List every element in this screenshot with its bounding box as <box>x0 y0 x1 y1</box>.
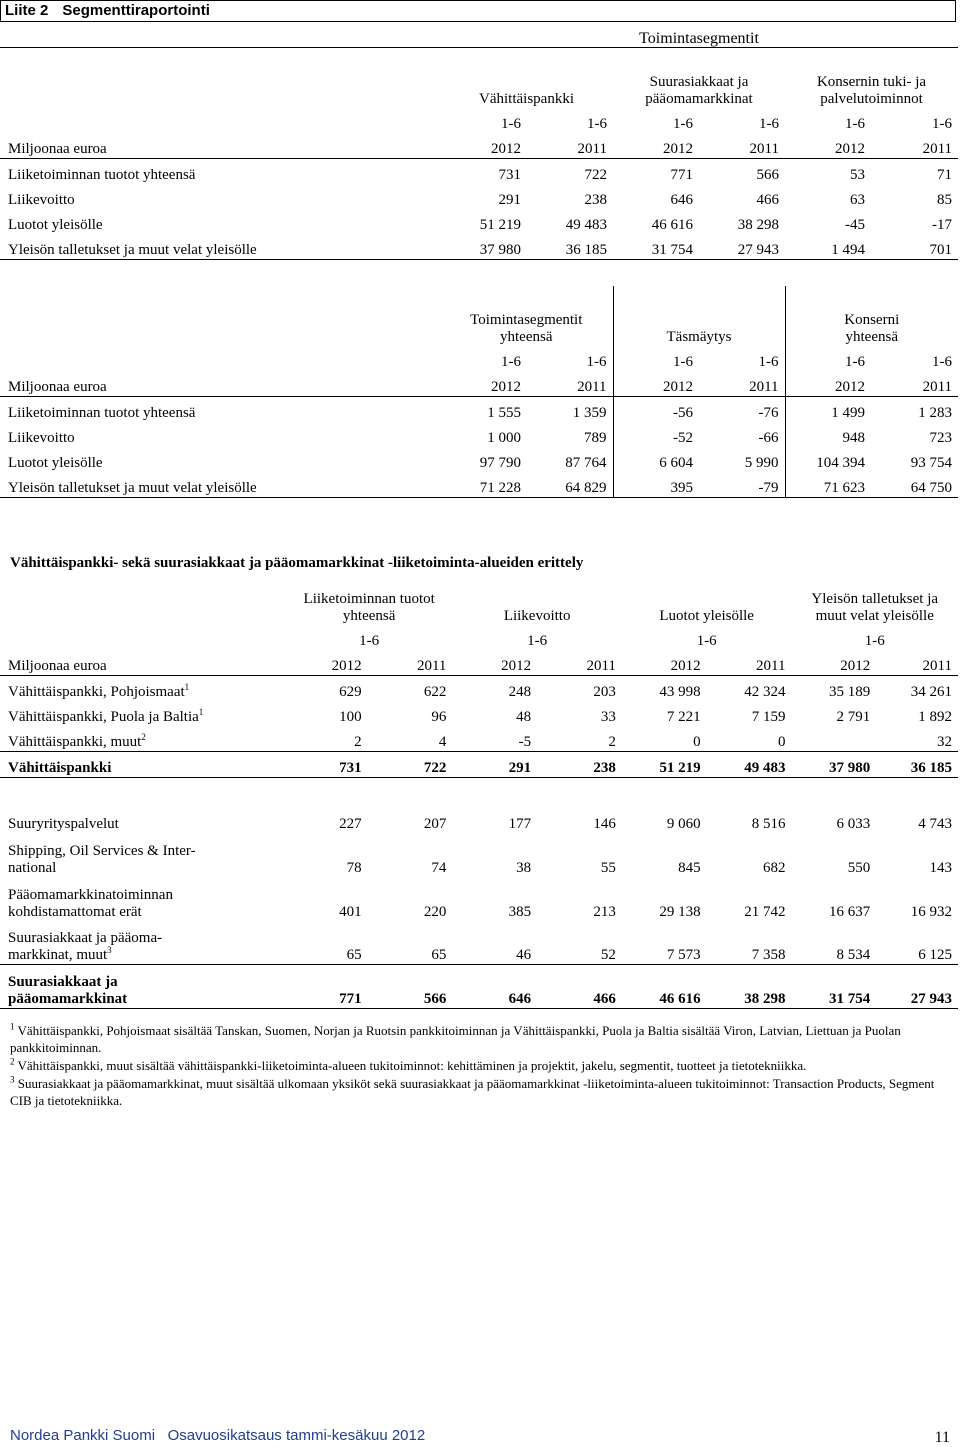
col-header-wholesale: Suurasiakkaat ja pääomamarkkinat <box>645 73 753 107</box>
footnote: $^1$ Vähittäispankki, Pohjoismaat sisältää Tanskan, Suomen, Norjan ja Ruotsin pankkitoiminnan ja Vähittäispankki, Puola ja Baltia sisältää Viron, Latvian, Liettuan ja Puolan pankkitoiminnan. <box>10 1021 901 1055</box>
table-row: Yleisön talletukset ja muut velat yleisölle 37 980 36 185 31 754 27 943 1 494 701 <box>0 234 958 260</box>
row-label: Liiketoiminnan tuotot yhteensä <box>8 405 196 421</box>
segment-table-1 <box>0 22 958 260</box>
row-label: Suurasiakkaat ja pääoma- markkinat, muut$^3$ <box>0 921 286 965</box>
row-label: Suurasiakkaat ja pääomamarkkinat <box>0 965 286 1009</box>
table-row: Yleisön talletukset ja muut velat yleisölle 71 228 64 829 395 -79 71 623 64 750 <box>0 472 958 498</box>
table-row: Liikevoitto 1 000 789 -52 -66 948 723 <box>0 422 958 447</box>
col-header-loans: Luotot yleisölle <box>659 608 754 624</box>
row-label: Yleisön talletukset ja muut velat yleisölle <box>0 234 440 260</box>
table-row: Vähittäispankki, Pohjoismaat$^1$ 629 622 248 203 43 998 42 324 35 189 34 261 <box>0 676 958 702</box>
page-number: 11 <box>934 1429 950 1446</box>
total-row-retail: Vähittäispankki 731 722 291 238 51 219 49 483 37 980 36 185 <box>0 752 958 778</box>
spacer-row <box>0 778 958 808</box>
table-row: Vähittäispankki, Puola ja Baltia$^1$ 100 96 48 33 7 221 7 159 2 791 1 892 <box>0 701 958 726</box>
segment-table-2 <box>0 286 958 498</box>
period-row: 1-6 1-6 1-6 1-6 1-6 1-6 <box>501 115 953 132</box>
row-label: Liikevoitto <box>8 191 75 208</box>
period-row: 1-6 1-6 1-6 1-6 <box>359 633 885 649</box>
table-row: Pääomamarkkinatoiminnan kohdistamattomat erät 401 220 385 213 29 138 21 742 16 637 16 932 <box>0 877 958 921</box>
row-label: Suuryrityspalvelut <box>8 815 119 832</box>
footnote: $^3$ Suurasiakkaat ja pääomamarkkinat, muut sisältää ulkomaan yksiköt sekä suurasiakkaat ja pääomamarkkinat -liiketoiminta-alueen tukitoiminnot: Transaction Products, Segment CIB ja tietotekniikka. <box>10 1074 935 1108</box>
year-row: Miljoonaa euroa 2012 2011 2012 2011 2012 2011 <box>0 371 958 397</box>
table-row: Liiketoiminnan tuotot yhteensä 1 555 1 359 -56 -76 1 499 1 283 <box>0 397 958 423</box>
period-row: 1-6 1-6 1-6 1-6 1-6 1-6 <box>0 346 958 371</box>
col-header-retail: Vähittäispankki <box>479 90 574 107</box>
row-label: Vähittäispankki, muut$^2$ <box>0 726 286 752</box>
table-row: Liiketoiminnan tuotot yhteensä 731 722 771 566 53 71 <box>0 158 958 184</box>
table-row: Liikevoitto 291 238 646 466 63 85 <box>0 184 958 209</box>
table-row: Luotot yleisölle 51 219 49 483 46 616 38 298 -45 -17 <box>0 209 958 234</box>
table-row: Shipping, Oil Services & Inter- national 78 74 38 55 845 682 550 143 <box>0 833 958 877</box>
row-label: Vähittäispankki, Pohjoismaat$^1$ <box>8 682 190 700</box>
row-label: Yleisön talletukset ja muut velat yleisölle <box>0 472 440 498</box>
col-header-deposits: Yleisön talletukset ja muut velat yleisölle <box>811 591 939 624</box>
year-row: Miljoonaa euroa 2012 2011 2012 2011 2012 2011 2012 2011 <box>0 650 958 676</box>
total-row-wholesale: Suurasiakkaat ja pääomamarkkinat 771 566 646 466 46 616 38 298 31 754 27 943 <box>0 965 958 1009</box>
col-header-operating-profit: Liikevoitto <box>503 608 571 624</box>
table-row: Suurasiakkaat ja pääoma- markkinat, muut$^3$ 65 65 46 52 7 573 7 358 8 534 6 125 <box>0 921 958 965</box>
breakdown-title: Vähittäispankki- sekä suurasiakkaat ja pääomamarkkinat -liiketoiminta-alueiden erittely <box>10 555 584 571</box>
footnotes <box>10 1022 945 1110</box>
col-header-group-total: Konserni yhteensä <box>844 312 900 345</box>
footnote: $^2$ Vähittäispankki, muut sisältää vähittäispankki-liiketoiminta-alueen tukitoiminnot: kehittäminen ja projektit, jakelu, segmentit, tuotteet ja tietotekniikka. <box>10 1056 807 1073</box>
table-row: Luotot yleisölle 97 790 87 764 6 604 5 990 104 394 93 754 <box>0 447 958 472</box>
col-header-income: Liiketoiminnan tuotot yhteensä <box>303 591 435 624</box>
row-label: Liiketoiminnan tuotot yhteensä <box>8 166 196 183</box>
table-row: Vähittäispankki, muut$^2$ 2 4 -5 2 0 0 32 <box>0 726 958 752</box>
row-label: Vähittäispankki, Puola ja Baltia$^1$ <box>8 707 204 725</box>
appendix-header <box>0 0 956 22</box>
appendix-title: Segmenttiraportointi <box>62 2 210 19</box>
row-label: Liikevoitto <box>8 430 75 446</box>
row-label: Vähittäispankki <box>0 752 286 778</box>
year-row: Miljoonaa euroa 2012 2011 2012 2011 2012 2011 <box>0 133 958 159</box>
col-header-group-functions: Konsernin tuki- ja palvelutoiminnot <box>816 73 927 107</box>
appendix-number: Liite 2 <box>5 2 49 19</box>
footer-text: Nordea Pankki Suomi Osavuosikatsaus tammi-kesäkuu 2012 <box>10 1427 426 1444</box>
col-header-segments-total: Toimintasegmentit yhteensä <box>440 286 613 346</box>
page-footer <box>10 1427 954 1444</box>
group-header: Toimintasegmentit <box>440 22 958 48</box>
row-label: Luotot yleisölle <box>8 455 103 471</box>
col-header-reconciliation: Täsmäytys <box>613 286 785 346</box>
row-label: Luotot yleisölle <box>8 216 103 233</box>
table-row: Suuryrityspalvelut 227 207 177 146 9 060 8 516 6 033 4 743 <box>0 808 958 833</box>
breakdown-table <box>0 583 958 1009</box>
row-label: Pääomamarkkinatoiminnan kohdistamattomat erät <box>8 886 173 920</box>
row-label: Shipping, Oil Services & Inter- national <box>8 842 196 876</box>
